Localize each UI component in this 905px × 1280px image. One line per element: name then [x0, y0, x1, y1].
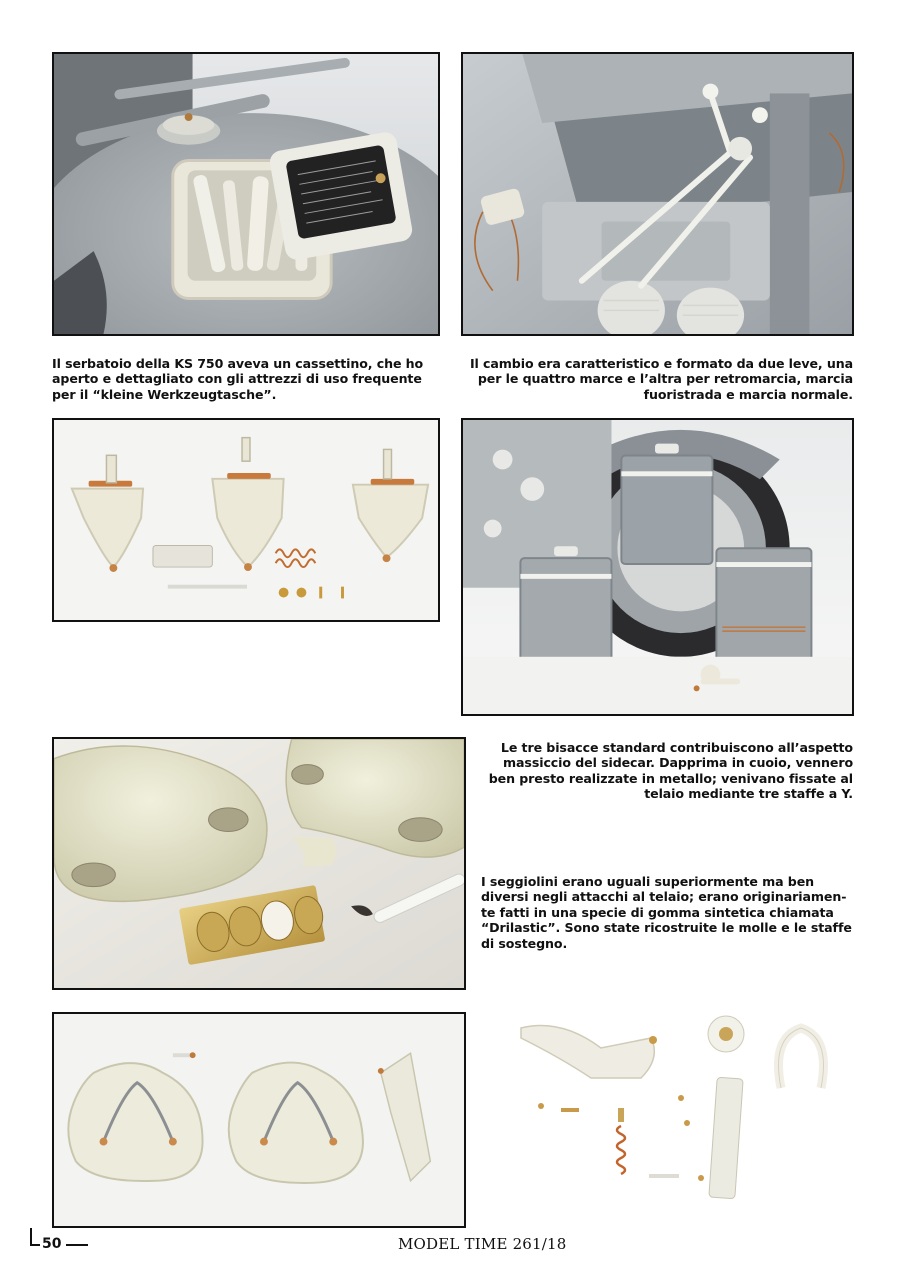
caption-line: Il serbatoio della KS 750 aveva un cassettino, che ho: [52, 356, 424, 371]
magazine-issue: MODEL TIME 261/18: [398, 1235, 567, 1253]
caption-line: aperto e dettagliato con gli attrezzi di uso frequente: [52, 371, 422, 387]
caption-line: diversi negli attacchi al telaio; erano originariamen-: [481, 889, 847, 905]
page-number: 50: [42, 1236, 62, 1252]
caption-line: ben presto realizzate in metallo; venivano fissate al: [488, 770, 853, 786]
photo-fuel-tank-toolbox: [52, 52, 440, 336]
photo-seat-mount-parts-image: [481, 978, 855, 1210]
caption-gear-levers: [470, 356, 853, 402]
caption-line: per il “kleine Werkzeugtasche”.: [52, 386, 277, 402]
footer-rule-right: [66, 1244, 88, 1246]
caption-line: massiccio del sidecar. Dapprima in cuoio, vennero: [503, 755, 853, 771]
footer-rule-left: [30, 1244, 40, 1246]
caption-line: per le quattro marce e l’altra per retromarcia, marcia: [477, 371, 853, 387]
caption-line: “Drilastic”. Sono state ricostruite le molle e le staffe: [481, 920, 852, 936]
caption-line: Il cambio era caratteristico e formato da due leve, una: [469, 356, 853, 371]
photo-saddles-etch: [52, 737, 466, 990]
photo-saddles-image: [54, 739, 464, 988]
footer-rule-vertical: [30, 1228, 32, 1244]
photo-seat-frames-image: [54, 420, 438, 620]
photo-gear-levers-image: [463, 54, 852, 334]
photo-seat-frames: [52, 418, 440, 622]
photo-panniers: [461, 418, 854, 716]
caption-line: I seggiolini erano uguali superiormente ma ben: [481, 874, 815, 889]
photo-seat-mount-parts: [481, 978, 855, 1210]
caption-line: te fatti in una specie di gomma sintetica chiamata: [481, 904, 834, 920]
photo-fuel-tank-image: [54, 54, 438, 334]
caption-panniers: [489, 740, 853, 802]
caption-fuel-tank: [52, 356, 423, 402]
photo-seat-undersides-image: [54, 1014, 464, 1226]
photo-panniers-image: [463, 420, 852, 714]
caption-line: di sostegno.: [481, 935, 568, 951]
caption-line: telaio mediante tre staffe a Y.: [644, 786, 853, 802]
caption-seats: [481, 874, 852, 951]
photo-seat-undersides: [52, 1012, 466, 1228]
caption-line: Le tre bisacce standard contribuiscono all’aspetto: [500, 740, 853, 755]
photo-gear-levers: [461, 52, 854, 336]
caption-line: fuoristrada e marcia normale.: [643, 386, 853, 402]
